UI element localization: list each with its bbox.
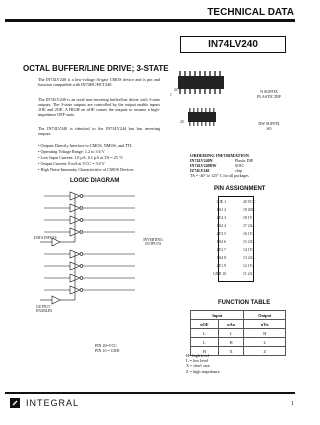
pin-right: 17 2A4: [243, 224, 255, 228]
description-p2: The IN74LV240 is an octal non-inverting buffer/line driver with 3-state outputs. The 3-state outputs are controlled by the output enable inputs 1OE and 2OE. A HIGH on nOE causes the outputs to assume a high-impedance OFF-state.: [38, 97, 160, 118]
pin-left: 1A1 2: [216, 208, 226, 212]
pin-right: 13 2A2: [243, 256, 255, 260]
description-p1: The IN74LV240 is a low-voltage Si-gate CMOS device and is pin and function compatible with IN74HC/HCT240.: [38, 77, 160, 88]
soic-pin20: 20: [180, 120, 184, 124]
data-inputs-label: DATA INPUTS: [34, 236, 57, 240]
buffer-group-2: [44, 250, 135, 300]
ft-cell: L: [191, 338, 219, 347]
soic-package-image: [188, 108, 216, 126]
integral-logo-icon: [10, 398, 20, 408]
logic-diagram: [30, 188, 170, 336]
ordering-temp: TA = -40° to 125° C for all packages: [190, 173, 249, 178]
pin-right: 14 1Y3: [243, 248, 255, 252]
buffer-group-1: [44, 192, 135, 242]
dip-pin1: 1: [170, 93, 172, 97]
brand-name: INTEGRAL: [26, 398, 80, 408]
soic-label: DW SUFFIX SO: [258, 121, 280, 131]
dip-pin20: 20: [174, 88, 178, 92]
pin-right: 11 2A1: [243, 272, 255, 276]
pin-list-left: [198, 198, 226, 278]
dip-package-image: [178, 71, 224, 94]
pin-list-right: [243, 198, 273, 278]
ft-cell: L: [218, 329, 244, 338]
pin-right: 15 2A3: [243, 240, 255, 244]
logic-diagram-heading: LOGIC DIAGRAM: [70, 178, 120, 184]
ft-col-header: nOE: [191, 320, 219, 329]
ordering-info: [190, 153, 253, 178]
pin-left: 2Y3 5: [216, 232, 226, 236]
document-title: OCTAL BUFFER/LINE DRIVE; 3-STATE: [23, 64, 169, 73]
pin-left: GND 10: [213, 272, 226, 276]
ft-cell: X: [218, 347, 244, 356]
pin-left: 2Y4 3: [216, 216, 226, 220]
feature-item: • High Noise Immunity Characteristic of CMOS Devices: [38, 167, 134, 172]
table-row: [191, 338, 286, 347]
feature-item: • Outputs Directly Interface to CMOS, NMOS, and TTL: [38, 143, 133, 148]
pin-left: 1A2 4: [216, 224, 226, 228]
ft-cell: H: [218, 338, 244, 347]
feature-item: • Output Current: 8 mA at VCC = 3.0 V: [38, 161, 105, 166]
ft-cell: Z: [244, 347, 286, 356]
ft-col-header: nAn: [218, 320, 244, 329]
pin-left: 1A3 6: [216, 240, 226, 244]
description-p3: The IN74LV240 is identical to the IN74LV244 but has inverting outputs.: [38, 126, 160, 137]
pin-left: 1A4 8: [216, 256, 226, 260]
feature-item: • Operating Voltage Range: 1.2 to 3.6 V: [38, 149, 105, 154]
power-pin-notes: PIN 20=VCC PIN 10 = GND: [95, 343, 120, 353]
ft-col-header: nYn: [244, 320, 286, 329]
function-table-heading: FUNCTION TABLE: [218, 300, 271, 306]
ordering-row: IN74LV240N Plastic DIP: [190, 158, 254, 163]
feature-item: • Low Input Current: 1.0 μA, 0.1 μA at TA = 25 °C: [38, 155, 124, 160]
ft-group-output: Output: [244, 311, 286, 320]
footer-rule: [5, 392, 295, 394]
ft-cell: L: [244, 338, 286, 347]
ft-cell: L: [191, 329, 219, 338]
part-number-box: IN74LV240: [180, 36, 286, 53]
pin-left: 1OE 1: [216, 200, 226, 204]
header-rule-top: [5, 19, 295, 22]
dip-label: N SUFFIX PLASTIC DIP: [257, 89, 281, 99]
brand-logo: [10, 398, 79, 408]
ordering-row: IZ74LV240 chip: [190, 168, 242, 173]
package-illustrations: [168, 68, 298, 146]
pin-right: 16 1Y2: [243, 232, 255, 236]
inverting-outputs-label: INVERTING OUTPUTS: [143, 238, 163, 246]
ft-cell: H: [244, 329, 286, 338]
table-row: [191, 329, 286, 338]
pin-right: 20 VCC: [243, 200, 256, 204]
pin-left: 2Y1 9: [216, 264, 226, 268]
ordering-heading: ORDERING INFORMATION: [190, 153, 250, 158]
header-tag: TECHNICAL DATA: [207, 7, 294, 18]
ft-cell: H: [191, 347, 219, 356]
function-table-notes: H= high level L = low level X = don't care Z = high impedance: [186, 353, 220, 374]
pin-right: 12 1Y4: [243, 264, 255, 268]
pin-right: 19 2OE: [243, 208, 255, 212]
ordering-row: IN74LV240DW SOIC: [190, 163, 245, 168]
ft-group-input: Input: [191, 311, 244, 320]
pin-left: 2Y2 7: [216, 248, 226, 252]
function-table: [190, 310, 286, 356]
page-number: 1: [291, 401, 294, 407]
feature-list: [38, 143, 134, 173]
pin-right: 18 1Y1: [243, 216, 255, 220]
output-enables-label: OUTPUT ENABLES: [36, 305, 53, 313]
pin-assignment-heading: PIN ASSIGNMENT: [214, 186, 266, 192]
